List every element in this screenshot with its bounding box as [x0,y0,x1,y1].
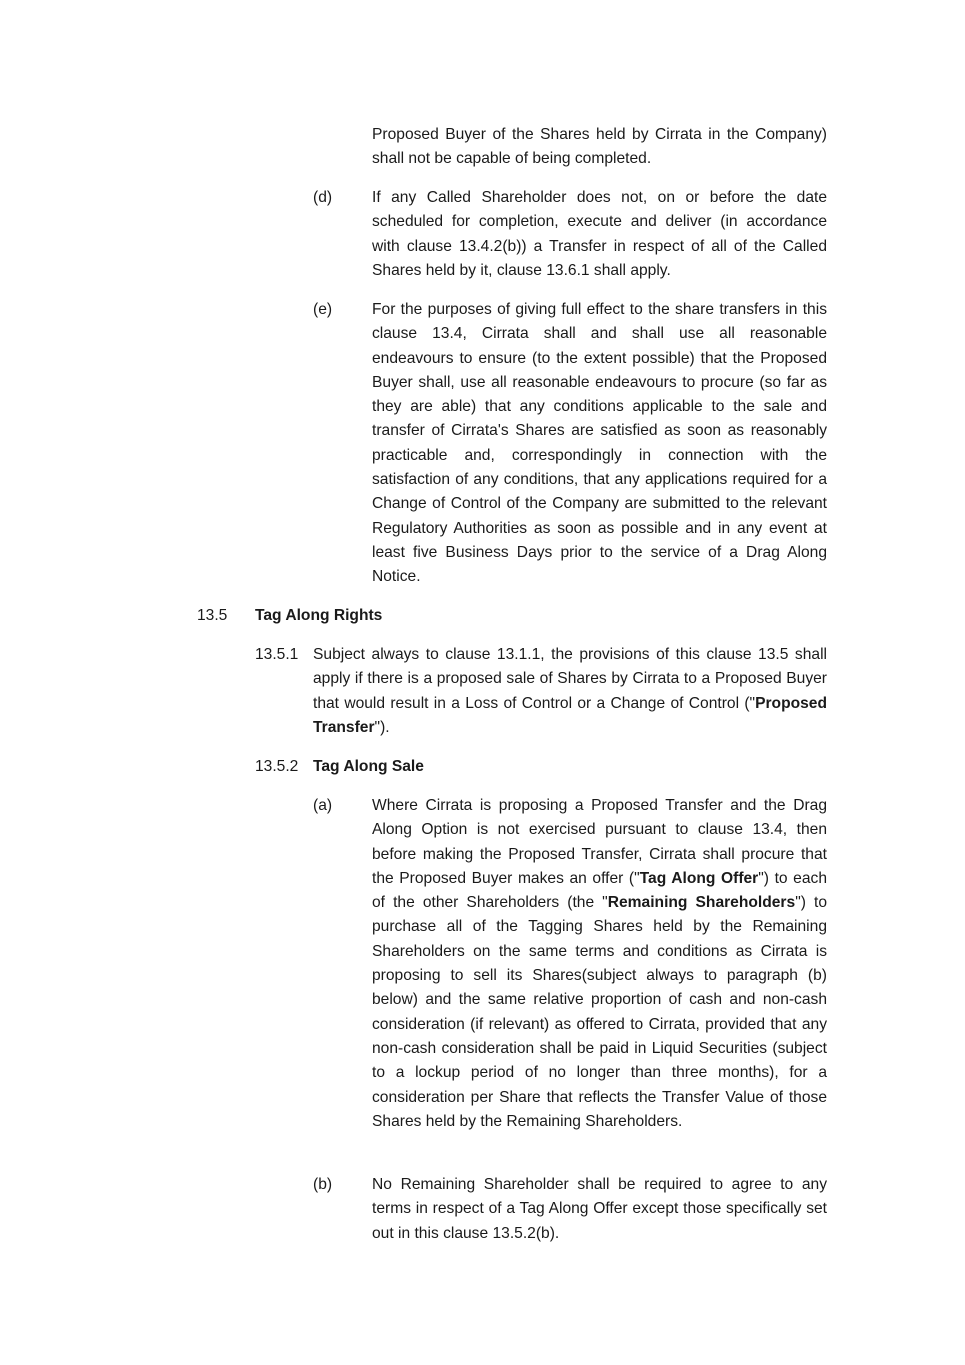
clause-d-text: If any Called Shareholder does not, on or before the date scheduled for completion, execute and deliver (in accordance with clause 13.4.2(b)) a Transfer in respect of all of the Called Shares held by it, clause 13.6.1 shall apply. [372,189,827,279]
defined-term-tag-along-offer: Tag Along Offer [639,869,759,887]
section-13-5-number: 13.5 [197,607,228,624]
continuation-text: Proposed Buyer of the Shares held by Cirrata in the Company) shall not be capable of being completed. [372,126,827,168]
clause-a-part-3: ") to purchase all of the Tagging Shares held by the Remaining Shareholders on the same terms and conditions as Cirrata is proposing to sell its Shares(subject always to paragraph (b) below) and the same relative proportion of cash and non-cash consideration (if relevant) as offered to Cirrata, provided that any non-cash consideration shall be paid in Liquid Securities (subject to a lockup period of no longer than three months), for a consideration per Share that reflects the Transfer Value of those Shares held by the Remaining Shareholders. [372,894,827,1130]
continuation-paragraph [372,123,827,172]
clause-e-text: For the purposes of giving full effect to the share transfers in this clause 13.4, Cirrata shall and shall use all reasonable endeavours to ensure (to the extent possible) that the Proposed Buyer shall, use all reasonable endeavours to procure (so far as they are able) that any conditions applicable to the sale and transfer of Cirrata's Shares are satisfied as soon as reasonably practicable and, correspondingly in connection with the satisfaction of any conditions, that any applications required for a Change of Control of the Company are submitted to the relevant Regulatory Authorities as soon as possible and in any event at least five Business Days prior to the service of a Drag Along Notice. [372,301,827,586]
clause-b-label: (b) [313,1176,333,1193]
defined-term-proposed-transfer: Proposed Transfer [313,694,827,736]
clause-13-5-1-text [313,643,827,740]
clause-13-5-2-title: Tag Along Sale [313,758,424,775]
clause-e-label: (e) [313,301,333,318]
clause-b-text: No Remaining Shareholder shall be required to agree to any terms in respect of a Tag Along Offer except those specifically set out in this clause 13.5.2(b). [372,1176,827,1242]
clause-a-label: (a) [313,797,333,814]
clause-13-5-1-text-before: Subject always to clause 13.1.1, the provisions of this clause 13.5 shall apply if there is a proposed sale of Shares by Cirrata to a Proposed Buyer that would result in a Loss of Control or a Change of Control (" [313,646,827,712]
clause-13-5-1-text-after: "). [374,718,390,736]
clause-a-part-2: ") to each of the other Shareholders (the " [372,869,828,912]
clause-13-5-1-number: 13.5.1 [255,646,299,663]
clause-13-5-2-number: 13.5.2 [255,758,299,775]
clause-a-part-1: Where Cirrata is proposing a Proposed Transfer and the Drag Along Option is not exercised pursuant to clause 13.4, then before making the Proposed Transfer, Cirrata shall procure that the Proposed Buyer makes an offer (" [372,797,827,887]
defined-term-remaining-shareholders: Remaining Shareholders [607,894,796,912]
clause-d-label: (d) [313,189,333,206]
section-13-5-title: Tag Along Rights [255,607,383,624]
clause-a-text [372,794,827,1134]
